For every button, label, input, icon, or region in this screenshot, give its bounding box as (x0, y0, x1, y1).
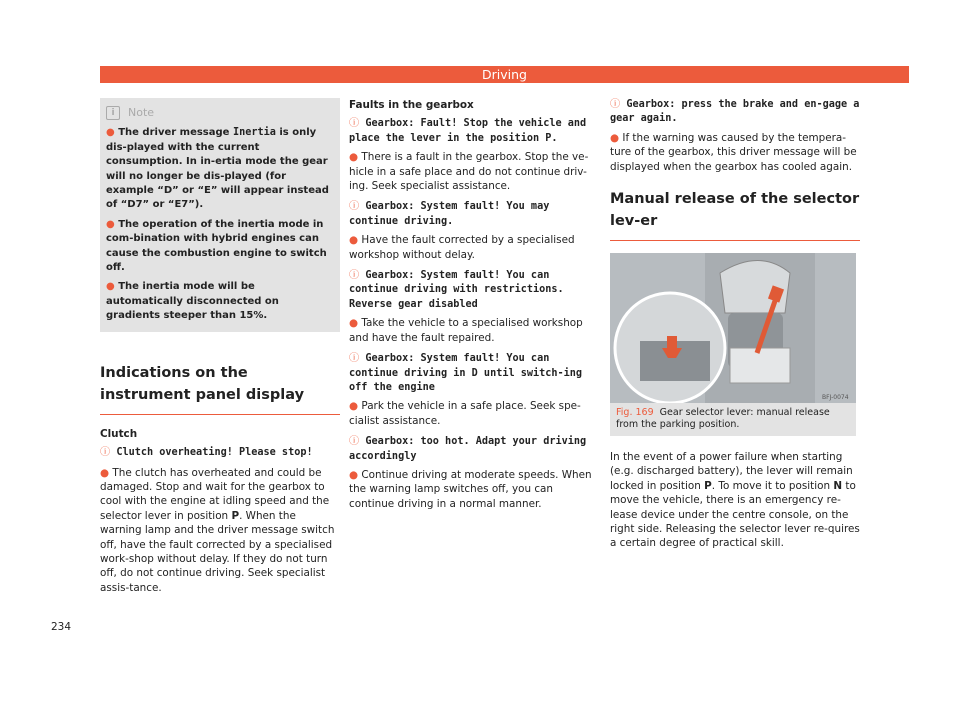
driver-message: ⓘ Gearbox: press the brake and en-gage a gear again. (610, 99, 860, 125)
paragraph: ● If the warning was caused by the tempera-ture of the gearbox, this driver message will be displayed when the gearbox has cooled again. (610, 131, 857, 173)
note-item: ● The driver message Inertia is only dis-played with the current consumption. In in-ertia mode the gear will no longer be dis-played (for example “D” or “E” will appear instead of “D7” or “E7”). (106, 127, 329, 211)
warning-icon: ⓘ (349, 270, 360, 282)
note-item: ● The operation of the inertia mode in com-bination with hybrid engines can cause the combustion engine to switch off. (106, 218, 327, 274)
subsection-title: Faults in the gearbox (349, 99, 474, 111)
note-box (100, 98, 340, 332)
driver-message: ⓘ Gearbox: System fault! You can continue driving with restrictions. Reverse gear disabled (349, 270, 564, 310)
column-right (610, 98, 860, 551)
fault-item: ⓘ Gearbox: System fault! You can continue driving in D until switch-ing off the engine ● Park the vehicle in a safe place. Seek spe-cialist assistance. (349, 352, 597, 428)
driver-message: ⓘ Gearbox: Fault! Stop the vehicle and place the lever in the position P. (349, 118, 587, 144)
note-item: ● The inertia mode will be automatically disconnected on gradients steeper than 15%. (106, 281, 279, 322)
figure-code: BFJ-0074 (822, 394, 849, 402)
fault-item: ⓘ Gearbox: too hot. Adapt your driving accordingly ● Continue driving at moderate speeds. When the warning lamp switches off, you can continue driving in a normal manner. (349, 435, 597, 511)
driver-message: ⓘ Clutch overheating! Please stop! (100, 447, 313, 459)
gear-lever-illustration (610, 253, 856, 403)
fault-item: ⓘ Gearbox: System fault! You may continue driving. ● Have the fault corrected by a specialised workshop without delay. (349, 200, 597, 262)
warning-icon: ⓘ (349, 436, 360, 448)
warning-icon: ⓘ (610, 99, 621, 110)
note-label: Note (128, 106, 155, 119)
section-title: Manual release of the selector lev-er (610, 188, 860, 241)
driver-message: ⓘ Gearbox: System fault! You may continue driving. (349, 201, 550, 227)
column-left (100, 98, 340, 595)
page-number: 234 (51, 621, 72, 633)
driver-message: ⓘ Gearbox: too hot. Adapt your driving accordingly (349, 436, 587, 462)
note-heading (106, 106, 332, 120)
driver-message: ⓘ Gearbox: System fault! You can continue driving in D until switch-ing off the engine (349, 353, 583, 393)
subsection-title: Clutch (100, 427, 138, 440)
manual-page (49, 48, 909, 656)
page-background (49, 48, 909, 656)
warning-icon: ⓘ (349, 118, 360, 130)
warning-icon: ⓘ (349, 201, 360, 213)
warning-icon: ⓘ (349, 353, 360, 365)
figure-image (610, 253, 856, 403)
paragraph: In the event of a power failure when starting (e.g. discharged battery), the lever will remain locked in position P. To move it to position N to move the vehicle, there is an emergency re-lease device under the centre console, on the right side. Releasing the selector lever re-quires a certain degree of practical skill. (610, 451, 860, 550)
warning-icon: ⓘ (100, 447, 111, 459)
chapter-header: Driving (100, 66, 909, 83)
column-middle (349, 98, 597, 518)
section-title: Indications on the instrument panel display (100, 362, 340, 415)
fault-item: ⓘ Gearbox: System fault! You can continue driving with restrictions. Reverse gear disabled ● Take the vehicle to a specialised workshop and have the fault repaired. (349, 269, 597, 345)
info-icon: i (106, 106, 120, 120)
fault-item: ⓘ Gearbox: Fault! Stop the vehicle and place the lever in the position P. ● There is a fault in the gearbox. Stop the ve-hicle in a safe place and do not continue driv-ing. Seek specialist assistance. (349, 117, 597, 193)
figure-caption: Fig. 169 Gear selector lever: manual release from the parking position. (610, 403, 856, 436)
paragraph: ● The clutch has overheated and could be damaged. Stop and wait for the gearbox to cool with the engine at idling speed and the selector lever in position P. When the warning lamp and the driver message switch off, have the fault corrected by a specialised work-shop without delay. If they do not turn off, do not continue driving. Seek specialist assis-tance. (100, 466, 335, 594)
